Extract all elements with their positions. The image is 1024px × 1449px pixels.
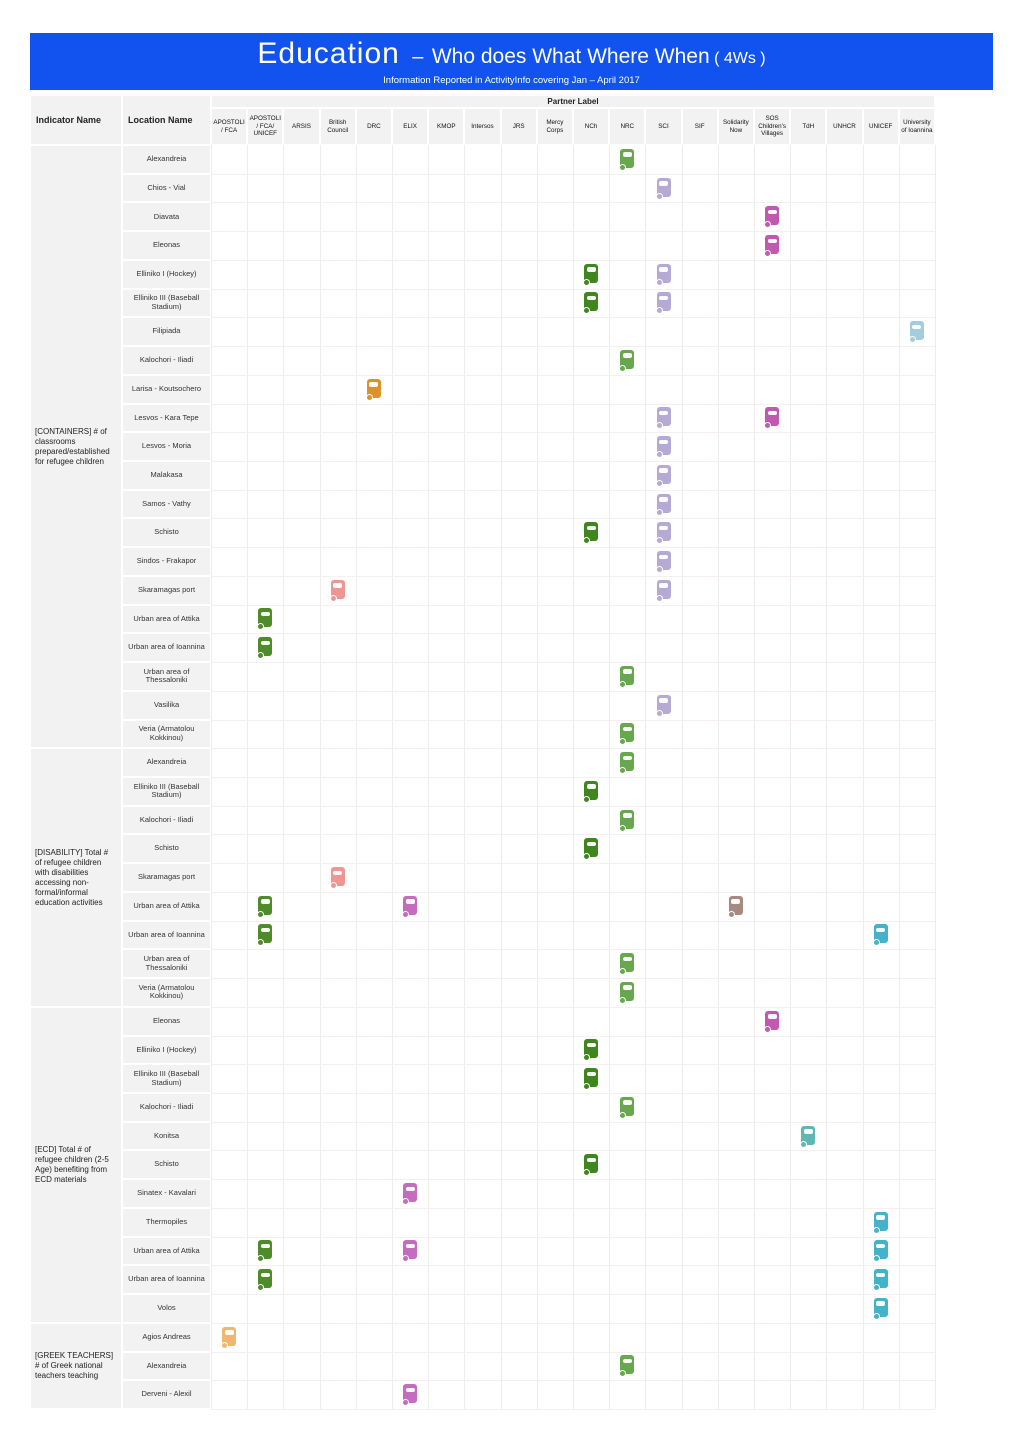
book-icon[interactable] bbox=[584, 838, 598, 857]
book-icon[interactable] bbox=[657, 178, 671, 197]
partner-column-header: Intersos bbox=[464, 108, 500, 145]
book-icon[interactable] bbox=[620, 1355, 634, 1374]
partner-column-header: Solidarity Now bbox=[718, 108, 754, 145]
location-cell: Thermopiles bbox=[122, 1208, 211, 1237]
partner-column-header: Mercy Corps bbox=[537, 108, 573, 145]
book-icon[interactable] bbox=[874, 1298, 888, 1317]
book-icon[interactable] bbox=[367, 379, 381, 398]
book-icon[interactable] bbox=[403, 1384, 417, 1403]
location-cell: Sindos - Frakapor bbox=[122, 547, 211, 576]
gridline bbox=[211, 1036, 935, 1037]
book-icon[interactable] bbox=[620, 810, 634, 829]
gridline bbox=[211, 777, 935, 778]
book-icon[interactable] bbox=[584, 1068, 598, 1087]
location-cell: Derveni - Alexil bbox=[122, 1380, 211, 1409]
location-cell: Volos bbox=[122, 1294, 211, 1323]
book-icon[interactable] bbox=[620, 350, 634, 369]
partner-column-header: SIF bbox=[682, 108, 718, 145]
gridline bbox=[211, 806, 935, 807]
location-cell: Eleonas bbox=[122, 231, 211, 260]
location-cell: Elliniko I (Hockey) bbox=[122, 260, 211, 289]
book-icon[interactable] bbox=[729, 896, 743, 915]
location-cell: Konitsa bbox=[122, 1122, 211, 1151]
location-cell: Lesvos - Kara Tepe bbox=[122, 404, 211, 433]
location-cell: Schisto bbox=[122, 518, 211, 547]
book-icon[interactable] bbox=[620, 953, 634, 972]
book-icon[interactable] bbox=[874, 1212, 888, 1231]
location-cell: Sinatex - Kavalari bbox=[122, 1179, 211, 1208]
report-subtitle: Information Reported in ActivityInfo covering Jan – April 2017 bbox=[383, 75, 640, 86]
book-icon[interactable] bbox=[657, 264, 671, 283]
partner-column-header: University of Ioannina bbox=[899, 108, 935, 145]
location-cell: Larisa - Koutsochero bbox=[122, 375, 211, 404]
book-icon[interactable] bbox=[657, 407, 671, 426]
partner-column-header: JRS bbox=[501, 108, 537, 145]
gridline bbox=[211, 346, 935, 347]
gridline bbox=[211, 1409, 935, 1410]
location-cell: Schisto bbox=[122, 834, 211, 863]
gridline bbox=[211, 949, 935, 950]
book-icon[interactable] bbox=[584, 1154, 598, 1173]
partner-column-header: ARSIS bbox=[283, 108, 319, 145]
book-icon[interactable] bbox=[584, 1039, 598, 1058]
location-cell: Urban area of Thessaloniki bbox=[122, 662, 211, 691]
book-icon[interactable] bbox=[403, 896, 417, 915]
book-icon[interactable] bbox=[657, 551, 671, 570]
book-icon[interactable] bbox=[657, 695, 671, 714]
gridline bbox=[211, 720, 935, 721]
book-icon[interactable] bbox=[584, 522, 598, 541]
gridline bbox=[211, 461, 935, 462]
location-cell: Urban area of Thessaloniki bbox=[122, 949, 211, 978]
gridline bbox=[211, 748, 935, 749]
gridline bbox=[211, 1122, 935, 1123]
partner-column-header: DRC bbox=[356, 108, 392, 145]
book-icon[interactable] bbox=[258, 1240, 272, 1259]
location-cell: Diavata bbox=[122, 202, 211, 231]
gridline bbox=[211, 691, 935, 692]
gridline bbox=[211, 1352, 935, 1353]
gridline bbox=[211, 375, 935, 376]
report-title-separator: – bbox=[412, 46, 424, 68]
gridline bbox=[211, 1237, 935, 1238]
book-icon[interactable] bbox=[874, 1269, 888, 1288]
location-cell: Samos - Vathy bbox=[122, 490, 211, 519]
book-icon[interactable] bbox=[403, 1240, 417, 1259]
location-cell: Elliniko III (Baseball Stadium) bbox=[122, 1064, 211, 1093]
book-icon[interactable] bbox=[584, 781, 598, 800]
book-icon[interactable] bbox=[258, 896, 272, 915]
gridline bbox=[211, 834, 935, 835]
report-title-rest: Who does What Where When bbox=[431, 45, 710, 68]
book-icon[interactable] bbox=[910, 321, 924, 340]
indicator-cell: [ECD] Total # of refugee children (2-5 Age) benefiting from ECD materials bbox=[30, 1007, 122, 1323]
location-cell: Urban area of Ioannina bbox=[122, 633, 211, 662]
gridline bbox=[211, 1179, 935, 1180]
location-cell: Veria (Armatolou Kokkinou) bbox=[122, 978, 211, 1007]
book-icon[interactable] bbox=[657, 494, 671, 513]
gridline bbox=[211, 978, 935, 979]
gridline bbox=[211, 1208, 935, 1209]
partner-column-header: NRC bbox=[609, 108, 645, 145]
book-icon[interactable] bbox=[258, 924, 272, 943]
gridline bbox=[211, 174, 935, 175]
gridline bbox=[211, 1064, 935, 1065]
partner-column-header: APOSTOLI / FCA/ UNICEF bbox=[247, 108, 283, 145]
book-icon[interactable] bbox=[584, 264, 598, 283]
gridline bbox=[211, 518, 935, 519]
gridline bbox=[211, 432, 935, 433]
book-icon[interactable] bbox=[657, 522, 671, 541]
report-banner bbox=[30, 33, 993, 90]
partner-column-header: SCI bbox=[645, 108, 681, 145]
book-icon[interactable] bbox=[765, 1011, 779, 1030]
location-cell: Alexandreia bbox=[122, 145, 211, 174]
partner-column-header: TdH bbox=[790, 108, 826, 145]
gridline bbox=[211, 1323, 935, 1324]
book-icon[interactable] bbox=[620, 666, 634, 685]
book-icon[interactable] bbox=[331, 580, 345, 599]
book-icon[interactable] bbox=[874, 1240, 888, 1259]
indicator-name-header: Indicator Name bbox=[30, 95, 122, 145]
location-cell: Urban area of Ioannina bbox=[122, 921, 211, 950]
gridline bbox=[211, 317, 935, 318]
location-cell: Elliniko I (Hockey) bbox=[122, 1036, 211, 1065]
location-cell: Kalochori - Iliadi bbox=[122, 1093, 211, 1122]
location-cell: Urban area of Attika bbox=[122, 892, 211, 921]
gridline bbox=[211, 289, 935, 290]
location-cell: Skaramagas port bbox=[122, 576, 211, 605]
partner-column-header: UNHCR bbox=[826, 108, 862, 145]
gridline bbox=[211, 490, 935, 491]
book-icon[interactable] bbox=[657, 436, 671, 455]
location-cell: Alexandreia bbox=[122, 748, 211, 777]
partner-column-header: ELIX bbox=[392, 108, 428, 145]
location-cell: Chios - Vial bbox=[122, 174, 211, 203]
gridline bbox=[211, 404, 935, 405]
location-name-header: Location Name bbox=[122, 95, 211, 145]
partner-column-header: NCh bbox=[573, 108, 609, 145]
location-cell: Elliniko III (Baseball Stadium) bbox=[122, 289, 211, 318]
location-cell: Malakasa bbox=[122, 461, 211, 490]
book-icon[interactable] bbox=[222, 1327, 236, 1346]
location-cell: Urban area of Attika bbox=[122, 1237, 211, 1266]
location-cell: Skaramagas port bbox=[122, 863, 211, 892]
partner-column-header: UNICEF bbox=[863, 108, 899, 145]
book-icon[interactable] bbox=[620, 149, 634, 168]
book-icon[interactable] bbox=[874, 924, 888, 943]
gridline bbox=[211, 576, 935, 577]
book-icon[interactable] bbox=[620, 752, 634, 771]
book-icon[interactable] bbox=[258, 637, 272, 656]
report-title-main: Education bbox=[257, 37, 400, 70]
gridline bbox=[211, 633, 935, 634]
gridline bbox=[211, 1294, 935, 1295]
indicator-cell: [DISABILITY] Total # of refugee children with disabilities accessing non-formal/informal education activities bbox=[30, 748, 122, 1007]
gridline bbox=[211, 202, 935, 203]
gridline bbox=[211, 231, 935, 232]
gridline bbox=[211, 1265, 935, 1266]
book-icon[interactable] bbox=[765, 235, 779, 254]
gridline bbox=[211, 662, 935, 663]
location-cell: Schisto bbox=[122, 1150, 211, 1179]
location-cell: Urban area of Ioannina bbox=[122, 1265, 211, 1294]
location-cell: Agios Andreas bbox=[122, 1323, 211, 1352]
book-icon[interactable] bbox=[620, 982, 634, 1001]
book-icon[interactable] bbox=[657, 292, 671, 311]
gridline bbox=[211, 892, 935, 893]
location-cell: Elliniko III (Baseball Stadium) bbox=[122, 777, 211, 806]
book-icon[interactable] bbox=[765, 206, 779, 225]
gridline bbox=[935, 145, 936, 1409]
gridline bbox=[211, 921, 935, 922]
gridline bbox=[211, 1150, 935, 1151]
gridline bbox=[211, 1007, 935, 1008]
location-cell: Vasilika bbox=[122, 691, 211, 720]
book-icon[interactable] bbox=[657, 465, 671, 484]
partner-column-header: SOS Children's Villages bbox=[754, 108, 790, 145]
location-cell: Alexandreia bbox=[122, 1352, 211, 1381]
report-title bbox=[30, 37, 993, 71]
gridline bbox=[211, 1093, 935, 1094]
4ws-matrix bbox=[30, 95, 935, 1410]
book-icon[interactable] bbox=[657, 580, 671, 599]
indicator-cell: [GREEK TEACHERS] # of Greek national teachers teaching bbox=[30, 1323, 122, 1409]
gridline bbox=[211, 605, 935, 606]
book-icon[interactable] bbox=[584, 292, 598, 311]
location-cell: Kalochori - Iliadi bbox=[122, 346, 211, 375]
book-icon[interactable] bbox=[258, 1269, 272, 1288]
partner-column-header: APOSTOLI/ FCA bbox=[211, 108, 247, 145]
location-cell: Filipiada bbox=[122, 317, 211, 346]
gridline bbox=[211, 863, 935, 864]
partner-axis-label: Partner Label bbox=[211, 95, 935, 108]
book-icon[interactable] bbox=[620, 723, 634, 742]
location-cell: Veria (Armatolou Kokkinou) bbox=[122, 720, 211, 749]
book-icon[interactable] bbox=[258, 608, 272, 627]
gridline bbox=[211, 1380, 935, 1381]
location-cell: Eleonas bbox=[122, 1007, 211, 1036]
location-cell: Urban area of Attika bbox=[122, 605, 211, 634]
book-icon[interactable] bbox=[620, 1097, 634, 1116]
gridline bbox=[211, 547, 935, 548]
book-icon[interactable] bbox=[403, 1183, 417, 1202]
location-cell: Lesvos - Moria bbox=[122, 432, 211, 461]
partner-column-header: KMOP bbox=[428, 108, 464, 145]
book-icon[interactable] bbox=[801, 1126, 815, 1145]
report-title-suffix: ( 4Ws ) bbox=[714, 50, 766, 67]
gridline bbox=[211, 260, 935, 261]
book-icon[interactable] bbox=[765, 407, 779, 426]
partner-column-header: British Council bbox=[320, 108, 356, 145]
indicator-cell: [CONTAINERS] # of classrooms prepared/established for refugee children bbox=[30, 145, 122, 748]
book-icon[interactable] bbox=[331, 867, 345, 886]
location-cell: Kalochori - Iliadi bbox=[122, 806, 211, 835]
